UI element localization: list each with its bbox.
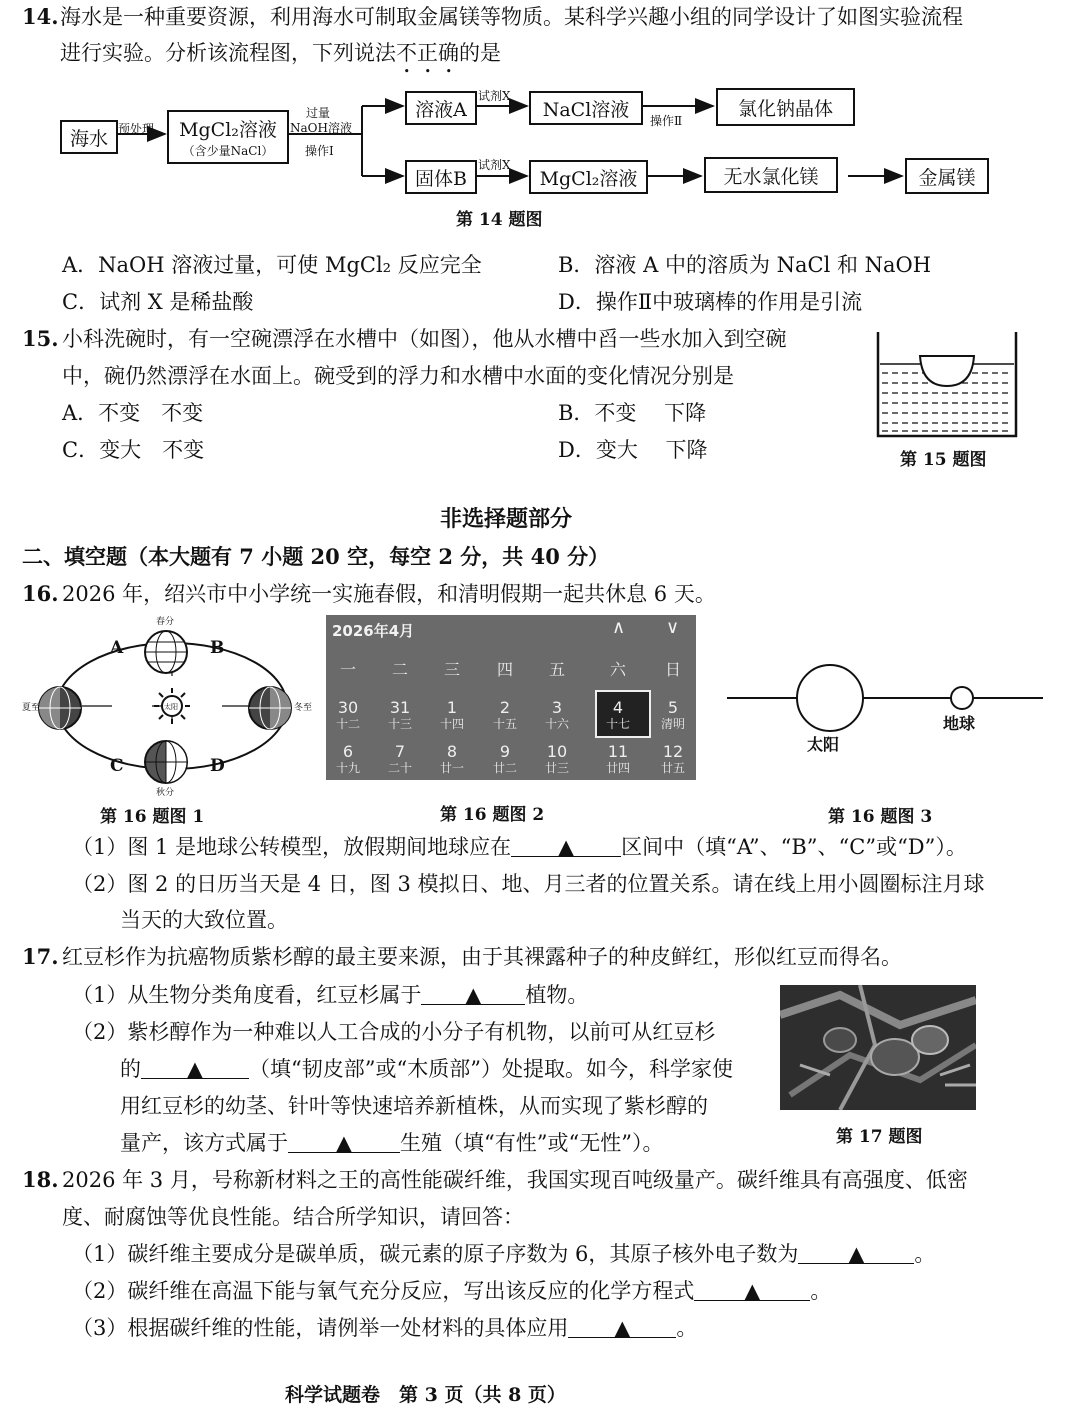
q16-number: 16. <box>22 581 59 606</box>
calendar-lunar-date: 清明 <box>660 717 685 731</box>
q16-sub1-blank[interactable]: ▲ <box>511 832 621 857</box>
box-solution-a: 溶液A <box>405 91 477 125</box>
q18-sub3-post: 。 <box>676 1316 698 1340</box>
q18-sub3 <box>72 1313 697 1343</box>
q14-option-a: A．NaOH 溶液过量，可使 MgCl₂ 反应完全 <box>62 253 482 277</box>
section-heading: 二、填空题（本大题有 7 小题 20 空，每空 2 分，共 40 分） <box>22 544 610 569</box>
calendar-day-number: 1 <box>446 698 458 717</box>
calendar-day-cell[interactable] <box>326 699 370 731</box>
calendar-lunar-date: 廿五 <box>660 761 685 775</box>
q16-sub1 <box>72 832 967 862</box>
orbit-label-autumn: 秋分 <box>156 788 175 798</box>
q18-sub2-pre: （2）碳纤维在高温下能与氧气充分反应，写出该反应的化学方程式 <box>72 1279 695 1303</box>
page-footer: 科学试题卷 第 3 页（共 8 页） <box>285 1384 566 1406</box>
calendar-lunar-date: 十六 <box>544 717 569 731</box>
q17-caption: 第 17 题图 <box>836 1127 923 1147</box>
calendar-header: 2026年4月 <box>332 622 415 640</box>
q15-stem-line1: 小科洗碗时，有一空碗漂浮在水槽中（如图），他从水槽中舀一些水加入到空碗 <box>62 327 787 351</box>
earth-winter-icon <box>249 687 291 729</box>
calendar-day-cell[interactable] <box>596 699 640 731</box>
q14-option-b: B．溶液 A 中的溶质为 NaCl 和 NaOH <box>558 253 932 277</box>
q16-caption-1: 第 16 题图 1 <box>100 807 205 827</box>
q15-option-d: D．变大 下降 <box>558 438 708 462</box>
calendar-weekday: 四 <box>496 660 513 679</box>
q18-number: 18. <box>22 1167 59 1192</box>
calendar-lunar-date: 廿一 <box>439 761 464 775</box>
q18-stem-line2: 度、耐腐蚀等优良性能。结合所学知识，请回答： <box>62 1205 524 1229</box>
calendar-lunar-date: 二十 <box>387 761 412 775</box>
box-nacl-solution: NaCl溶液 <box>529 91 643 125</box>
label-op2: 操作Ⅱ <box>650 114 683 128</box>
box-mgcl2-main: MgCl₂溶液 <box>179 119 277 141</box>
calendar-day-number: 10 <box>546 742 568 761</box>
calendar-day-cell[interactable] <box>430 743 474 775</box>
q16-sub2-line2: 当天的大致位置。 <box>120 908 288 932</box>
orbit-label-c: C <box>110 756 124 776</box>
q18-sub3-pre: （3）根据碳纤维的性能，请例举一处材料的具体应用 <box>72 1316 569 1340</box>
calendar-day-cell[interactable] <box>483 743 527 775</box>
calendar-day-cell[interactable] <box>596 743 640 775</box>
calendar-day-number: 6 <box>342 742 354 761</box>
calendar-weekday: 一 <box>339 660 356 679</box>
label-naoh2: NaOH溶液 <box>290 121 352 135</box>
q17-stem: 红豆杉作为抗癌物质紫杉醇的最主要来源，由于其裸露种子的种皮鲜红，形似红豆而得名。 <box>62 945 902 969</box>
yew-photo <box>780 985 976 1110</box>
label-op1: 操作Ⅰ <box>305 144 334 158</box>
label-naoh1: 过量 <box>306 106 331 120</box>
calendar-weekday: 日 <box>664 660 681 679</box>
orbit-label-winter: 冬至 <box>294 703 313 713</box>
q18-sub2-post: 。 <box>810 1279 832 1303</box>
q17-sub2-line1: （2）紫杉醇作为一种难以人工合成的小分子有机物，以前可从红豆杉 <box>72 1020 716 1044</box>
q17-sub3-blank[interactable]: ▲ <box>288 1128 400 1153</box>
q16-stem: 2026 年，绍兴市中小学统一实施春假，和清明假期一起共休息 6 天。 <box>62 582 716 606</box>
q17-sub1 <box>72 980 588 1010</box>
q17-sub2-line2 <box>120 1054 733 1084</box>
q14-stem-pre: 进行实验。分析该流程图，下列说法 <box>60 41 396 65</box>
q14-option-d: D．操作Ⅱ中玻璃棒的作用是引流 <box>558 290 863 314</box>
calendar-day-number: 9 <box>499 742 511 761</box>
q15-option-b: B．不变 下降 <box>558 401 707 425</box>
calendar-day-cell[interactable] <box>483 699 527 731</box>
sun-earth-figure <box>725 660 1045 740</box>
calendar-day-number: 2 <box>499 698 511 717</box>
q17-sub2-line4 <box>120 1128 663 1158</box>
calendar-lunar-date: 廿三 <box>544 761 569 775</box>
calendar-day-number: 12 <box>662 742 684 761</box>
q18-sub2 <box>72 1276 831 1306</box>
calendar-lunar-date: 十二 <box>335 717 360 731</box>
q16-caption-2: 第 16 题图 2 <box>440 805 545 825</box>
q18-sub2-blank[interactable]: ▲ <box>694 1276 810 1301</box>
calendar-lunar-date: 十四 <box>439 717 464 731</box>
calendar-weekday: 六 <box>609 660 626 679</box>
orbit-label-sun: 太阳 <box>164 703 178 711</box>
label-pretreat: 预处理 <box>118 122 155 136</box>
calendar-lunar-date: 十七 <box>605 717 630 731</box>
q17-sub2-blank[interactable]: ▲ <box>141 1054 249 1079</box>
box-solid-b: 固体B <box>405 160 477 194</box>
q15-option-a: A．不变 不变 <box>62 401 204 425</box>
q18-sub1-pre: （1）碳纤维主要成分是碳单质，碳元素的原子序数为 6，其原子核外电子数为 <box>72 1242 799 1266</box>
q14-stem-line2 <box>60 38 501 78</box>
calendar-day-cell[interactable] <box>430 699 474 731</box>
q15-option-c: C．变大 不变 <box>62 438 205 462</box>
q15-number: 15. <box>22 326 59 351</box>
q17-sub2-line3: 用红豆杉的幼茎、针叶等快速培养新植株，从而实现了紫杉醇的 <box>120 1094 708 1118</box>
box-mgcl2-solution2: MgCl₂溶液 <box>529 160 648 194</box>
earth-spring-icon <box>145 631 187 673</box>
calendar-lunar-date: 廿四 <box>605 761 630 775</box>
q17-sub1-post: 植物。 <box>525 983 589 1007</box>
calendar-day-cell[interactable] <box>535 743 579 775</box>
calendar-day-cell[interactable] <box>326 743 370 775</box>
calendar-day-cell[interactable] <box>378 699 422 731</box>
section-title: 非选择题部分 <box>440 506 573 532</box>
q18-sub1 <box>72 1239 935 1269</box>
calendar-day-number: 7 <box>394 742 406 761</box>
q14-stem-line1: 海水是一种重要资源，利用海水可制取金属镁等物质。某科学兴趣小组的同学设计了如图实验流程 <box>60 5 963 29</box>
label-reagent-x1: 试剂X <box>478 89 511 103</box>
earth-autumn-icon <box>145 741 187 783</box>
label-reagent-x2: 试剂X <box>478 158 511 172</box>
calendar-day-number: 5 <box>667 698 679 717</box>
calendar-day-number: 11 <box>607 742 629 761</box>
calendar-weekday: 五 <box>548 660 565 679</box>
fig3-label-sun: 太阳 <box>807 735 840 754</box>
calendar-lunar-date: 十三 <box>387 717 412 731</box>
calendar-day-cell[interactable] <box>378 743 422 775</box>
q14-number: 14. <box>22 4 59 29</box>
q18-sub3-blank[interactable]: ▲ <box>568 1313 676 1338</box>
q16-caption-3: 第 16 题图 3 <box>828 807 933 827</box>
box-anhydrous-mgcl2: 无水氯化镁 <box>704 157 838 193</box>
box-seawater: 海水 <box>60 120 118 154</box>
q16-sub1-pre: （1）图 1 是地球公转模型，放假期间地球应在 <box>72 835 512 859</box>
q17-sub2-line4-post: 生殖（填“有性”或“无性”）。 <box>400 1131 664 1155</box>
orbit-label-b: B <box>210 638 225 658</box>
fig3-label-earth: 地球 <box>943 714 976 733</box>
box-metal-mg: 金属镁 <box>905 158 989 194</box>
calendar-day-number: 8 <box>446 742 458 761</box>
calendar-next-icon[interactable]: ∨ <box>666 617 680 638</box>
calendar-weekday: 二 <box>391 660 408 679</box>
q14-option-c: C．试剂 X 是稀盐酸 <box>62 290 254 314</box>
q17-sub2-post: （填“韧皮部”或“木质部”）处提取。如今，科学家使 <box>249 1057 733 1081</box>
q15-sink-figure <box>872 328 1022 440</box>
q18-sub1-blank[interactable]: ▲ <box>798 1239 914 1264</box>
box-mgcl2-sub: （含少量NaCl） <box>182 144 274 158</box>
calendar-day-cell[interactable] <box>651 743 695 775</box>
calendar-day-number: 4 <box>612 698 624 717</box>
q16-sub2-line1: （2）图 2 的日历当天是 4 日，图 3 模拟日、地、月三者的位置关系。请在线上用小圆圈标注月球 <box>72 872 985 896</box>
box-nacl-crystal: 氯化钠晶体 <box>716 88 855 126</box>
calendar-lunar-date: 十五 <box>492 717 517 731</box>
orbit-label-a: A <box>110 638 124 658</box>
q17-number: 17. <box>22 944 59 969</box>
q17-sub1-blank[interactable]: ▲ <box>421 980 525 1005</box>
q18-sub1-post: 。 <box>914 1242 936 1266</box>
calendar-lunar-date: 廿二 <box>492 761 517 775</box>
q15-stem-line2: 中，碗仍然漂浮在水面上。碗受到的浮力和水槽中水面的变化情况分别是 <box>62 364 734 388</box>
q17-sub1-pre: （1）从生物分类角度看，红豆杉属于 <box>72 983 422 1007</box>
orbit-label-d: D <box>210 756 225 776</box>
q18-stem-line1: 2026 年 3 月，号称新材料之王的高性能碳纤维，我国实现百吨级量产。碳纤维具有高强度、低密 <box>62 1168 968 1192</box>
orbit-label-spring: 春分 <box>156 617 175 627</box>
calendar-weekday: 三 <box>443 660 460 679</box>
orbit-label-summer: 夏至 <box>22 703 41 713</box>
orbit-diagram <box>20 630 320 805</box>
calendar-day-cell[interactable] <box>651 699 695 731</box>
q17-sub2-pre: 的 <box>120 1057 141 1081</box>
q14-emphasis: 不正确 <box>396 41 459 65</box>
q17-sub2-line4-pre: 量产，该方式属于 <box>120 1131 288 1155</box>
q15-caption: 第 15 题图 <box>900 450 987 470</box>
calendar-lunar-date: 十九 <box>335 761 360 775</box>
box-mgcl2 <box>167 110 289 164</box>
q16-sub1-post: 区间中（填“A”、“B”、“C”或“D”）。 <box>621 835 967 859</box>
q14-stem-post: 的是 <box>459 41 501 65</box>
calendar-day-number: 3 <box>551 698 563 717</box>
earth-summer-icon <box>39 687 81 729</box>
calendar-day-number: 31 <box>389 698 411 717</box>
calendar-widget <box>326 615 696 780</box>
calendar-day-cell[interactable] <box>535 699 579 731</box>
calendar-prev-icon[interactable]: ∧ <box>612 617 626 638</box>
q14-caption: 第 14 题图 <box>456 210 543 230</box>
calendar-day-number: 30 <box>337 698 359 717</box>
